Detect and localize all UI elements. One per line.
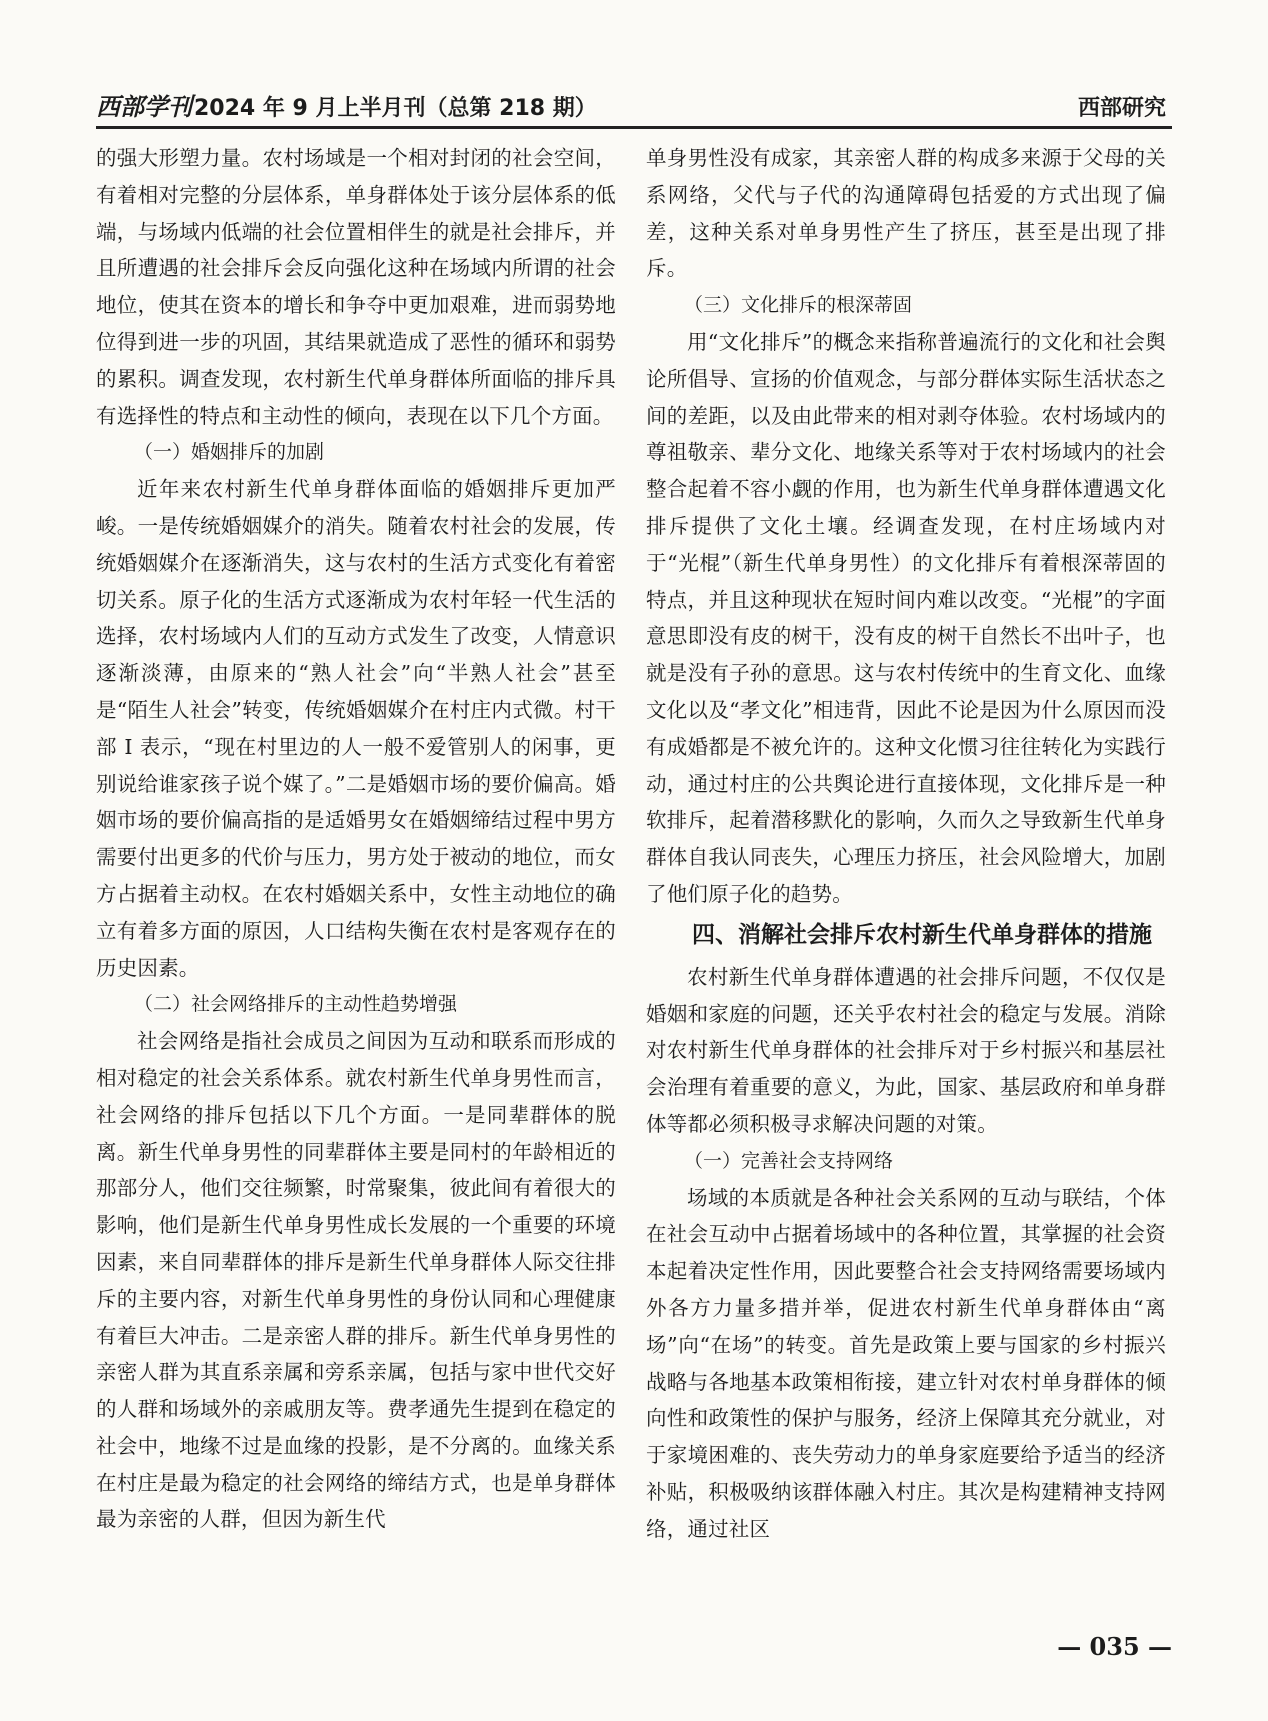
- paragraph: 社会网络是指社会成员之间因为互动和联系而形成的相对稳定的社会关系体系。就农村新生代单身男性而言，社会网络的排斥包括以下几个方面。一是同辈群体的脱离。新生代单身男性的同辈群体主要是同村的年龄相近的那部分人，他们交往频繁，时常聚集，彼此间有着很大的影响，他们是新生代单身男性成长发展的一个重要的环境因素，来自同辈群体的排斥是新生代单身群体人际交往排斥的主要内容，对新生代单身男性的身份认同和心理健康有着巨大冲击。二是亲密人群的排斥。新生代单身男性的亲密人群为其直系亲属和旁系亲属，包括与家中世代交好的人群和场域外的亲戚朋友等。费孝通先生提到在稳定的社会中，地缘不过是血缘的投影，是不分离的。血缘关系在村庄是最为稳定的社会网络的缔结方式，也是单身群体最为亲密的人群，但因为新生代: [96, 1029, 616, 1532]
- right-column: [646, 140, 1166, 1547]
- subheading: （三）文化排斥的根深蒂固: [684, 294, 913, 317]
- issue-label: 2024 年 9 月上半月刊（总第 218 期）: [194, 96, 597, 121]
- journal-issue-line: [96, 87, 597, 122]
- page-header: [96, 92, 1172, 129]
- paragraph: 单身男性没有成家，其亲密人群的构成多来源于父母的关系网络，父代与子代的沟通障碍包括爱的方式出现了偏差，这种关系对单身男性产生了挤压，甚至是出现了排斥。: [646, 146, 1166, 281]
- paragraph: 近年来农村新生代单身群体面临的婚姻排斥更加严峻。一是传统婚姻媒介的消失。随着农村社会的发展，传统婚姻媒介在逐渐消失，这与农村的生活方式变化有着密切关系。原子化的生活方式逐渐成为农村年轻一代生活的选择，农村场域内人们的互动方式发生了改变，人情意识逐渐淡薄，由原来的“熟人社会”向“半熟人社会”甚至是“陌生人社会”转变，传统婚姻媒介在村庄内式微。村干部 I 表示，“现在村里边的人一般不爱管别人的闲事，更别说给谁家孩子说个媒了。”二是婚姻市场的要价偏高。婚姻市场的要价偏高指的是适婚男女在婚姻缔结过程中男方需要付出更多的代价与压力，男方处于被动的地位，而女方占据着主动权。在农村婚姻关系中，女性主动地位的确立有着多方面的原因，人口结构失衡在农村是客观存在的历史因素。: [96, 477, 616, 980]
- left-column: [96, 140, 616, 1538]
- page-number: — 035 —: [1057, 1632, 1172, 1661]
- subheading: （一）婚姻排斥的加剧: [134, 441, 325, 464]
- journal-logo: 西部学刊: [96, 92, 192, 121]
- paragraph: 的强大形塑力量。农村场域是一个相对封闭的社会空间，有着相对完整的分层体系，单身群体处于该分层体系的低端，与场域内低端的社会位置相伴生的就是社会排斥，并且所遭遇的社会排斥会反向强化这种在场域内所谓的社会地位，使其在资本的增长和争夺中更加艰难，进而弱势地位得到进一步的巩固，其结果就造成了恶性的循环和弱势的累积。调查发现，农村新生代单身群体所面临的排斥具有选择性的特点和主动性的倾向，表现在以下几个方面。: [96, 146, 616, 428]
- subheading: （二）社会网络排斥的主动性趋势增强: [134, 993, 458, 1016]
- paragraph: 场域的本质就是各种社会关系网的互动与联结，个体在社会互动中占据着场域中的各种位置，其掌握的社会资本起着决定性作用，因此要整合社会支持网络需要场域内外各方力量多措并举，促进农村新生代单身群体由“离场”向“在场”的转变。首先是政策上要与国家的乡村振兴战略与各地基本政策相衔接，建立针对农村单身群体的倾向性和政策性的保护与服务，经济上保障其充分就业，对于家境困难的、丧失劳动力的单身家庭要给予适当的经济补贴，积极吸纳该群体融入村庄。其次是构建精神支持网络，通过社区: [646, 1185, 1166, 1541]
- subheading: （一）完善社会支持网络: [684, 1149, 894, 1172]
- paragraph: 农村新生代单身群体遭遇的社会排斥问题，不仅仅是婚姻和家庭的问题，还关乎农村社会的稳定与发展。消除对农村新生代单身群体的社会排斥对于乡村振兴和基层社会治理有着重要的意义，为此，国家、基层政府和单身群体等都必须积极寻求解决问题的对策。: [646, 964, 1166, 1136]
- section-label: 西部研究: [1077, 96, 1166, 121]
- section-heading: 四、消解社会排斥农村新生代单身群体的措施: [692, 921, 1152, 948]
- paragraph: 用“文化排斥”的概念来指称普遍流行的文化和社会舆论所倡导、宣扬的价值观念，与部分群体实际生活状态之间的差距，以及由此带来的相对剥夺体验。农村场域内的尊祖敬亲、辈分文化、地缘关系等对于农村场域内的社会整合起着不容小觑的作用，也为新生代单身群体遭遇文化排斥提供了文化土壤。经调查发现，在村庄场域内对于“光棍”（新生代单身男性）的文化排斥有着根深蒂固的特点，并且这种现状在短时间内难以改变。“光棍”的字面意思即没有皮的树干，没有皮的树干自然长不出叶子，也就是没有子孙的意思。这与农村传统中的生育文化、血缘文化以及“孝文化”相违背，因此不论是因为什么原因而没有成婚都是不被允许的。这种文化惯习往往转化为实践行动，通过村庄的公共舆论进行直接体现，文化排斥是一种软排斥，起着潜移默化的影响，久而久之导致新生代单身群体自我认同丧失，心理压力挤压，社会风险增大，加剧了他们原子化的趋势。: [646, 329, 1166, 906]
